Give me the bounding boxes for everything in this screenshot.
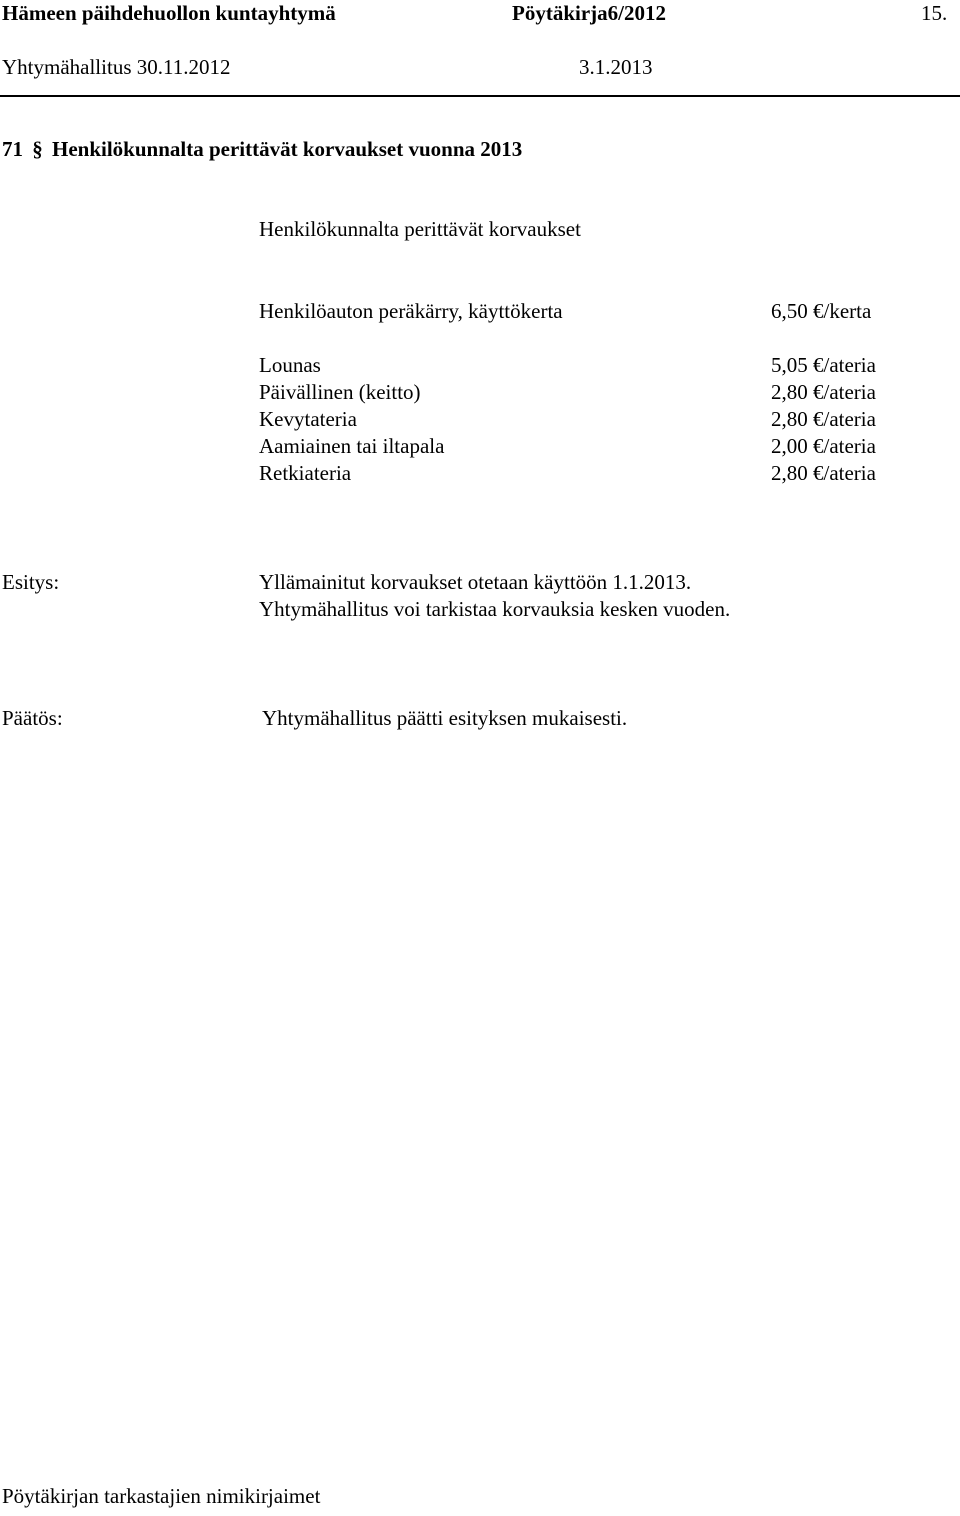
fee-label-trailer: Henkilöauton peräkärry, käyttökerta — [259, 299, 563, 323]
fees-heading: Henkilökunnalta perittävät korvaukset — [259, 217, 581, 241]
proposal-text-line1: Yllämainitut korvaukset otetaan käyttöön 1.1.2013. — [259, 570, 692, 594]
fee-price-meal: 2,00 €/ateria — [771, 434, 876, 458]
fee-label-meal: Lounas — [259, 353, 321, 377]
fee-price-trailer: 6,50 €/kerta — [771, 299, 872, 323]
meeting-name: Yhtymähallitus 30.11.2012 — [2, 55, 231, 79]
organization-name: Hämeen päihdehuollon kuntayhtymä — [2, 1, 336, 25]
section-title-text: Henkilökunnalta perittävät korvaukset vuonna 2013 — [52, 137, 523, 161]
fee-label-meal: Päivällinen (keitto) — [259, 380, 421, 404]
fee-label-meal: Kevytateria — [259, 407, 357, 431]
fee-price-meal: 2,80 €/ateria — [771, 461, 876, 485]
minutes-date: 3.1.2013 — [579, 55, 653, 79]
fee-price-meal: 5,05 €/ateria — [771, 353, 876, 377]
fee-price-meal: 2,80 €/ateria — [771, 407, 876, 431]
section-number: 71 — [2, 137, 23, 161]
decision-text: Yhtymähallitus päätti esityksen mukaisesti. — [262, 706, 628, 730]
fee-label-meal: Aamiainen tai iltapala — [259, 434, 445, 458]
header-divider — [0, 95, 960, 97]
proposal-text-line2: Yhtymähallitus voi tarkistaa korvauksia kesken vuoden. — [259, 597, 731, 621]
decision-label: Päätös: — [2, 706, 63, 730]
minutes-number: Pöytäkirja6/2012 — [512, 1, 666, 25]
fee-price-meal: 2,80 €/ateria — [771, 380, 876, 404]
section-symbol: § — [32, 137, 43, 161]
proposal-label: Esitys: — [2, 570, 60, 594]
section-title — [2, 139, 522, 160]
footer-signatures: Pöytäkirjan tarkastajien nimikirjaimet — [2, 1484, 321, 1508]
page-number: 15. — [921, 1, 948, 25]
fee-label-meal: Retkiateria — [259, 461, 352, 485]
